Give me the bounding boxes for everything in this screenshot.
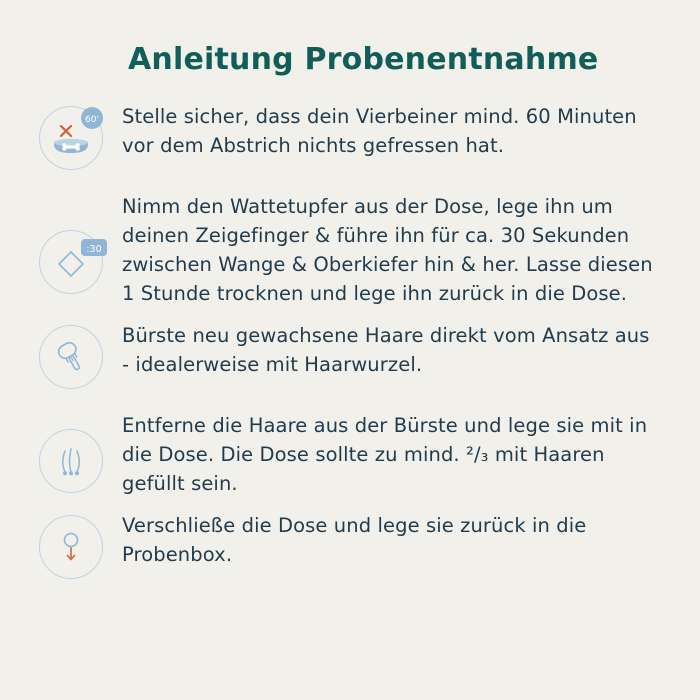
badge-text-60: 60' (85, 115, 99, 125)
list-item (34, 99, 664, 175)
step-text: Nimm den Wattetupfer aus der Dose, lege ihn um deinen Zeigefinger & führe ihn für ca. 30 Sekunden zwischen Wange & Oberkiefer hin & her. Lasse diesen 1 Stunde trocknen und lege ihn zurück in die Dose. (122, 195, 653, 305)
badge-text-30: :30 (86, 244, 102, 255)
hair-brush-icon (39, 325, 103, 389)
step-icon-container (34, 510, 108, 584)
step-text: Bürste neu gewachsene Haare direkt vom Ansatz aus - idealerweise mit Haarwurzel. (122, 324, 650, 376)
list-item (34, 189, 664, 308)
steps-list (34, 99, 664, 584)
step-text: Stelle sicher, dass dein Vierbeiner mind. 60 Minuten vor dem Abstrich nichts gefressen hat. (122, 105, 637, 157)
food-bowl-no-feeding-60min-icon (39, 106, 103, 170)
step-icon-container (34, 320, 108, 394)
step-text-part-a: Entferne die Haare aus der Bürste und lege sie mit in die Dose. Die Dose sollte zu mind. ²/₃ mit Haaren gefüllt sein. (122, 414, 648, 495)
hair-with-roots-icon (39, 429, 103, 493)
step-text (108, 408, 664, 498)
page-title: Anleitung Probenentnahme (128, 42, 599, 77)
step-text: Verschließe die Dose und lege sie zurück in die Probenbox. (122, 514, 587, 566)
step-icon-container (34, 225, 108, 299)
list-item (34, 508, 664, 584)
list-item (34, 318, 664, 394)
step-icon-container (34, 424, 108, 498)
close-container-arrow-icon (39, 515, 103, 579)
swab-30-seconds-icon (39, 230, 103, 294)
step-icon-container (34, 101, 108, 175)
list-item (34, 408, 664, 498)
